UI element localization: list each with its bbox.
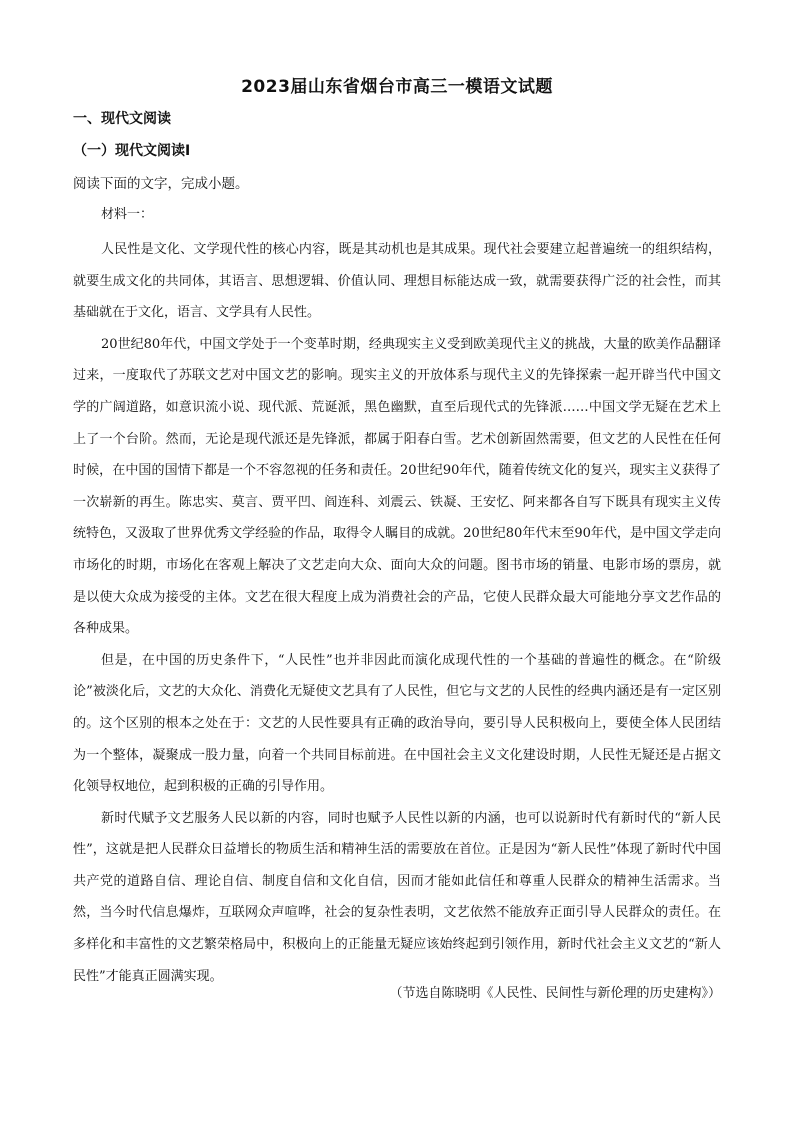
section-heading: 一、现代文阅读 <box>73 111 171 127</box>
subsection-heading: （一）现代文阅读Ⅰ <box>73 143 191 159</box>
paragraph-2: 20世纪80年代，中国文学处于一个变革时期，经典现实主义受到欧美现代主义的挑战，大量的欧美作品翻译过来，一度取代了苏联文艺对中国文艺的影响。现实主义的开放体系与现代主义的先锋探索一起开辟当代中国文学的广阔道路，如意识流小说、现代派、荒诞派，黑色幽默，直至后现代式的先锋派……中国文学无疑在艺术上上了一个台阶。然而，无论是现代派还是先锋派，都属于阳春白雪。艺术创新固然需要，但文艺的人民性在任何时候，在中国的国情下都是一个不容忽视的任务和责任。20世纪90年代，随着传统文化的复兴，现实主义获得了一次崭新的再生。陈忠实、莫言、贾平凹、阎连科、刘震云、铁凝、王安忆、阿来都各自写下既具有现实主义传统特色，又汲取了世界优秀文学经验的作品，取得令人瞩目的成就。20世纪80年代末至90年代，是中国文学走向市场化的时期，市场化在客观上解决了文艺走向大众、面向大众的问题。图书市场的销量、电影市场的票房，就是以使大众成为接受的主体。文艺在很大程度上成为消费社会的产品，它使人民群众最大可能地分享文艺作品的各种成果。 <box>73 336 721 637</box>
paragraph-4: 新时代赋予文艺服务人民以新的内容，同时也赋予人民性以新的内涵，也可以说新时代有新时代的“新人民性”，这就是把人民群众日益增长的物质生活和精神生活的需要放在首位。正是因为“新人民性”体现了新时代中国共产党的道路自信、理论自信、制度自信和文化自信，因而才能如此信任和尊重人民群众的精神生活需求。当然，当今时代信息爆炸，互联网众声喧哗，社会的复杂性表明，文艺依然不能放弃正面引导人民群众的责任。在多样化和丰富性的文艺繁荣格局中，积极向上的正能量无疑应该始终起到引领作用，新时代社会主义文艺的“新人民性”才能真正圆满实现。 <box>73 810 721 984</box>
material-label: 材料一： <box>101 207 154 222</box>
exam-title: 2023届山东省烟台市高三一模语文试题 <box>241 77 553 97</box>
paragraph-1: 人民性是文化、文学现代性的核心内容，既是其动机也是其成果。现代社会要建立起普遍统一的组织结构，就要生成文化的共同体，其语言、思想逻辑、价值认同、理想目标能达成一致，就需要获得广泛的社会性，而其基础就在于文化，语言、文学具有人民性。 <box>73 242 721 321</box>
paragraph-3: 但是，在中国的历史条件下，“人民性”也并非因此而演化成现代性的一个基础的普遍性的概念。在“阶级论”被淡化后，文艺的大众化、消费化无疑使文艺具有了人民性，但它与文艺的人民性的经典内涵还是有一定区别的。这个区别的根本之处在于：文艺的人民性要具有正确的政治导向，要引导人民积极向上，要使全体人民团结为一个整体，凝聚成一股力量，向着一个共同目标前进。在中国社会主义文化建设时期，人民性无疑还是占据文化领导权地位，起到积极的正确的引导作用。 <box>73 652 721 795</box>
reading-instruction: 阅读下面的文字，完成小题。 <box>73 176 249 192</box>
material-body <box>73 234 721 992</box>
source-citation: （节选自陈晓明《人民性、民间性与新伦理的历史建构》） <box>389 986 721 1001</box>
